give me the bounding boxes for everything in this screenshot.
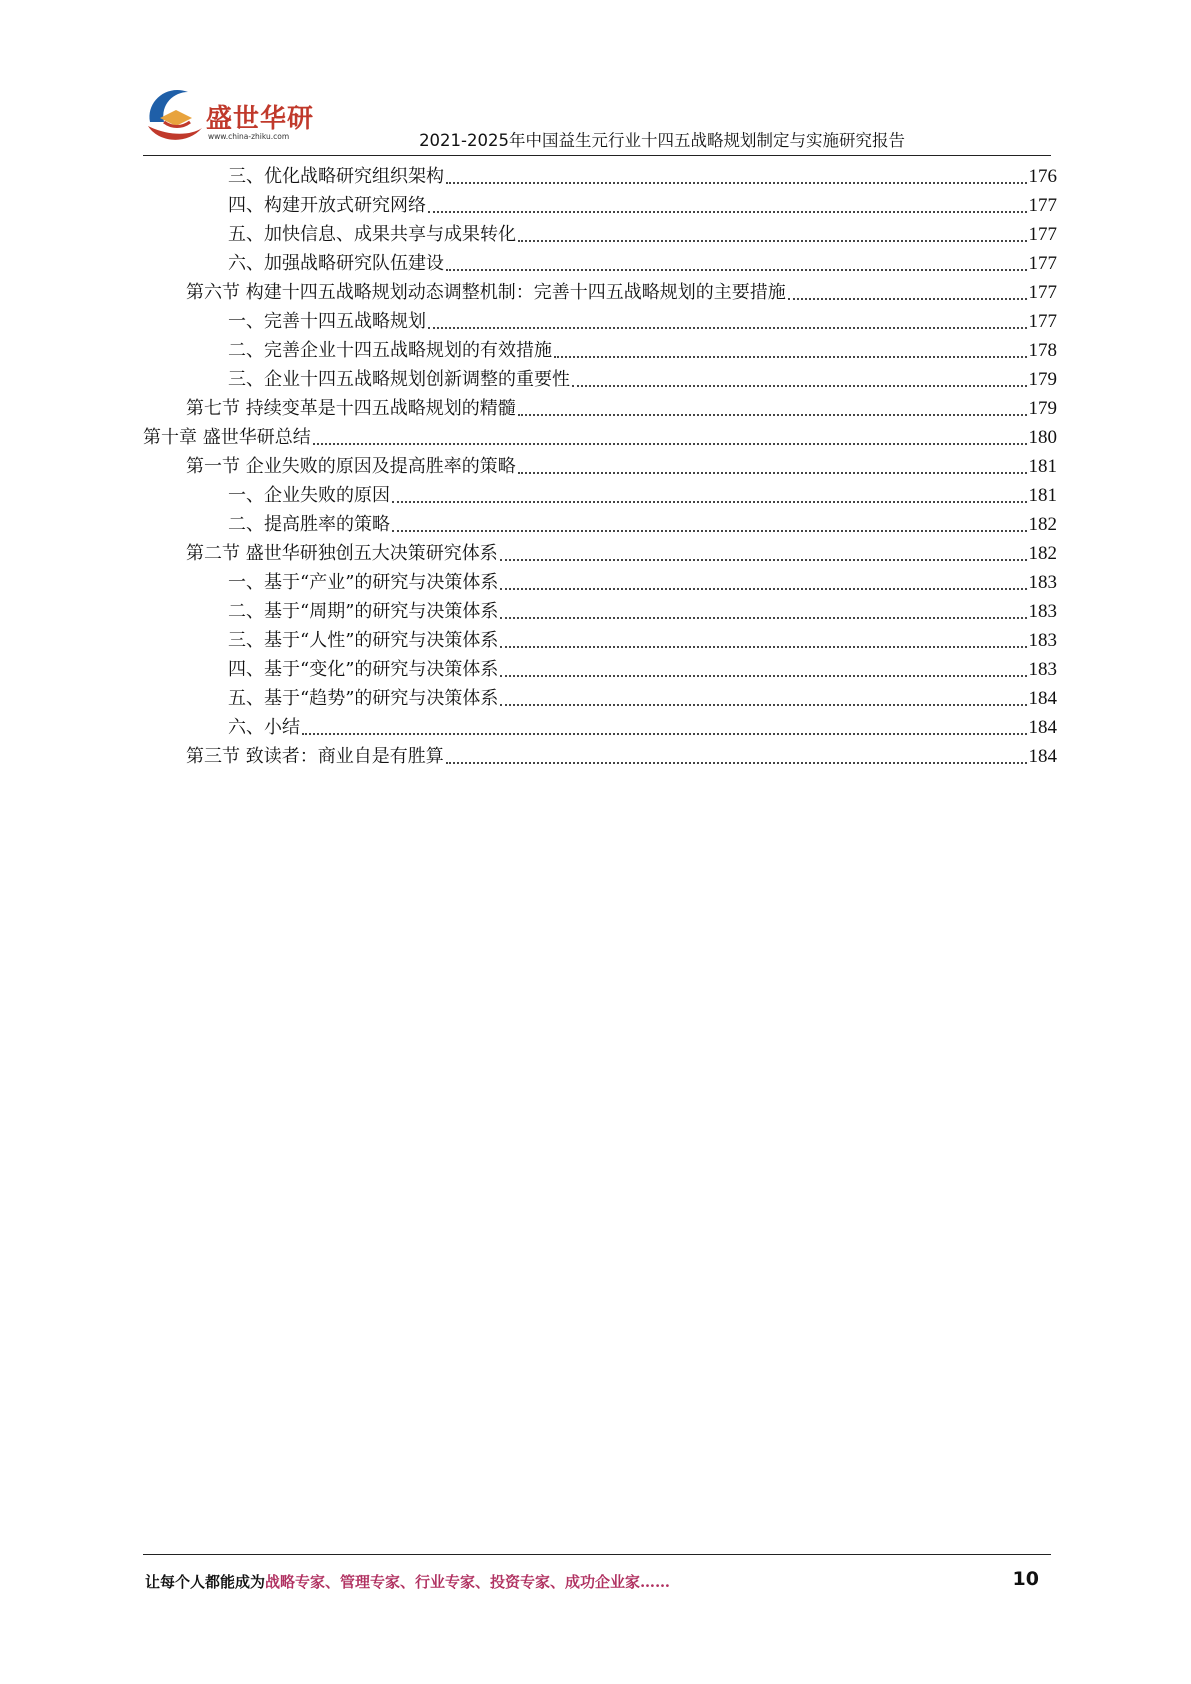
toc-entry-page: 182 bbox=[1028, 514, 1057, 535]
toc-entry[interactable] bbox=[228, 713, 1057, 743]
toc-entry-page: 180 bbox=[1028, 427, 1057, 448]
toc-entry-page: 182 bbox=[1028, 543, 1057, 564]
toc-leader-dots bbox=[518, 240, 1027, 242]
toc-entry-label: 一、企业失败的原因 bbox=[228, 485, 390, 506]
toc-leader-dots bbox=[500, 588, 1026, 590]
toc-entry-page: 183 bbox=[1028, 601, 1057, 622]
toc-leader-dots bbox=[788, 298, 1027, 300]
toc-entry-label: 一、基于“产业”的研究与决策体系 bbox=[228, 572, 499, 593]
toc-leader-dots bbox=[500, 675, 1026, 677]
toc-leader-dots bbox=[554, 356, 1027, 358]
toc-entry-page: 177 bbox=[1028, 224, 1057, 245]
toc-entry-page: 177 bbox=[1028, 253, 1057, 274]
toc-entry-label: 六、加强战略研究队伍建设 bbox=[228, 253, 444, 274]
page-number: 10 bbox=[1012, 1568, 1039, 1590]
toc-entry-page: 183 bbox=[1028, 659, 1057, 680]
logo-url: www.china-zhiku.com bbox=[208, 132, 290, 141]
toc-entry-page: 183 bbox=[1028, 572, 1057, 593]
toc-entry[interactable] bbox=[143, 423, 1057, 453]
header-divider bbox=[143, 155, 1051, 156]
toc-leader-dots bbox=[392, 530, 1027, 532]
toc-leader-dots bbox=[518, 472, 1027, 474]
toc-leader-dots bbox=[446, 269, 1027, 271]
toc-entry-label: 二、完善企业十四五战略规划的有效措施 bbox=[228, 340, 552, 361]
toc-entry[interactable] bbox=[186, 394, 1057, 424]
toc-leader-dots bbox=[302, 733, 1027, 735]
toc-entry-page: 179 bbox=[1028, 398, 1057, 419]
toc-entry-page: 179 bbox=[1028, 369, 1057, 390]
toc-leader-dots bbox=[313, 443, 1027, 445]
toc-leader-dots bbox=[500, 559, 1027, 561]
toc-leader-dots bbox=[572, 385, 1027, 387]
toc-leader-dots bbox=[446, 762, 1027, 764]
toc-entry-label: 三、企业十四五战略规划创新调整的重要性 bbox=[228, 369, 570, 390]
toc-entry-label: 第六节 构建十四五战略规划动态调整机制：完善十四五战略规划的主要措施 bbox=[186, 282, 786, 303]
toc-entry[interactable] bbox=[228, 510, 1057, 540]
slogan-highlight: 战略专家、管理专家、行业专家、投资专家、成功企业家…… bbox=[265, 1573, 671, 1591]
toc-leader-dots bbox=[392, 501, 1027, 503]
toc-entry-label: 第一节 企业失败的原因及提高胜率的策略 bbox=[186, 456, 516, 477]
toc-entry[interactable] bbox=[186, 452, 1057, 482]
slogan-prefix: 让每个人都能成为 bbox=[145, 1573, 266, 1591]
toc-entry[interactable] bbox=[186, 278, 1057, 308]
toc-entry[interactable] bbox=[186, 539, 1057, 569]
toc-entry-label: 第三节 致读者：商业自是有胜算 bbox=[186, 746, 444, 767]
toc-entry-page: 184 bbox=[1028, 717, 1057, 738]
toc-entry[interactable] bbox=[228, 162, 1057, 192]
toc-entry[interactable] bbox=[228, 336, 1057, 366]
toc-entry-page: 178 bbox=[1028, 340, 1057, 361]
footer-divider bbox=[143, 1554, 1051, 1555]
toc-leader-dots bbox=[428, 211, 1027, 213]
toc-entry[interactable] bbox=[228, 365, 1057, 395]
toc-entry[interactable] bbox=[228, 220, 1057, 250]
toc-entry[interactable] bbox=[228, 249, 1057, 279]
toc-entry[interactable] bbox=[228, 655, 1057, 685]
toc-entry-label: 四、基于“变化”的研究与决策体系 bbox=[228, 659, 499, 680]
toc-entry-label: 五、基于“趋势”的研究与决策体系 bbox=[228, 688, 499, 709]
toc-leader-dots bbox=[500, 704, 1026, 706]
toc-entry-page: 177 bbox=[1028, 282, 1057, 303]
toc-entry-label: 一、完善十四五战略规划 bbox=[228, 311, 426, 332]
toc-entry-label: 二、提高胜率的策略 bbox=[228, 514, 390, 535]
toc-leader-dots bbox=[446, 182, 1027, 184]
toc-entry-label: 四、构建开放式研究网络 bbox=[228, 195, 426, 216]
toc-entry-label: 第七节 持续变革是十四五战略规划的精髓 bbox=[186, 398, 516, 419]
toc-entry-page: 177 bbox=[1028, 311, 1057, 332]
toc-entry[interactable] bbox=[228, 307, 1057, 337]
toc-leader-dots bbox=[518, 414, 1027, 416]
toc-entry-page: 181 bbox=[1028, 456, 1057, 477]
toc-entry-page: 183 bbox=[1028, 630, 1057, 651]
toc-entry-page: 177 bbox=[1028, 195, 1057, 216]
page-header bbox=[0, 0, 1191, 160]
toc-entry-label: 第十章 盛世华研总结 bbox=[143, 427, 311, 448]
toc-entry-label: 第二节 盛世华研独创五大决策研究体系 bbox=[186, 543, 498, 564]
toc-entry[interactable] bbox=[228, 568, 1057, 598]
toc-entry-label: 二、基于“周期”的研究与决策体系 bbox=[228, 601, 499, 622]
toc-entry[interactable] bbox=[228, 191, 1057, 221]
toc-entry[interactable] bbox=[186, 742, 1057, 772]
toc-entry-label: 三、优化战略研究组织架构 bbox=[228, 166, 444, 187]
toc-entry-page: 181 bbox=[1028, 485, 1057, 506]
toc-entry[interactable] bbox=[228, 597, 1057, 627]
toc-entry-label: 五、加快信息、成果共享与成果转化 bbox=[228, 224, 516, 245]
toc-entry-page: 184 bbox=[1028, 746, 1057, 767]
toc-entry-page: 176 bbox=[1028, 166, 1057, 187]
footer-slogan bbox=[145, 1571, 670, 1592]
toc-leader-dots bbox=[428, 327, 1027, 329]
toc-entry-label: 六、小结 bbox=[228, 717, 300, 738]
toc-entry[interactable] bbox=[228, 684, 1057, 714]
toc-entry[interactable] bbox=[228, 626, 1057, 656]
toc-leader-dots bbox=[500, 646, 1026, 648]
toc-leader-dots bbox=[500, 617, 1026, 619]
toc-entry-page: 184 bbox=[1028, 688, 1057, 709]
toc-entry-label: 三、基于“人性”的研究与决策体系 bbox=[228, 630, 499, 651]
logo-text: 盛世华研 bbox=[206, 104, 315, 134]
document-title: 2021-2025年中国益生元行业十四五战略规划制定与实施研究报告 bbox=[419, 131, 905, 150]
toc-entry[interactable] bbox=[228, 481, 1057, 511]
